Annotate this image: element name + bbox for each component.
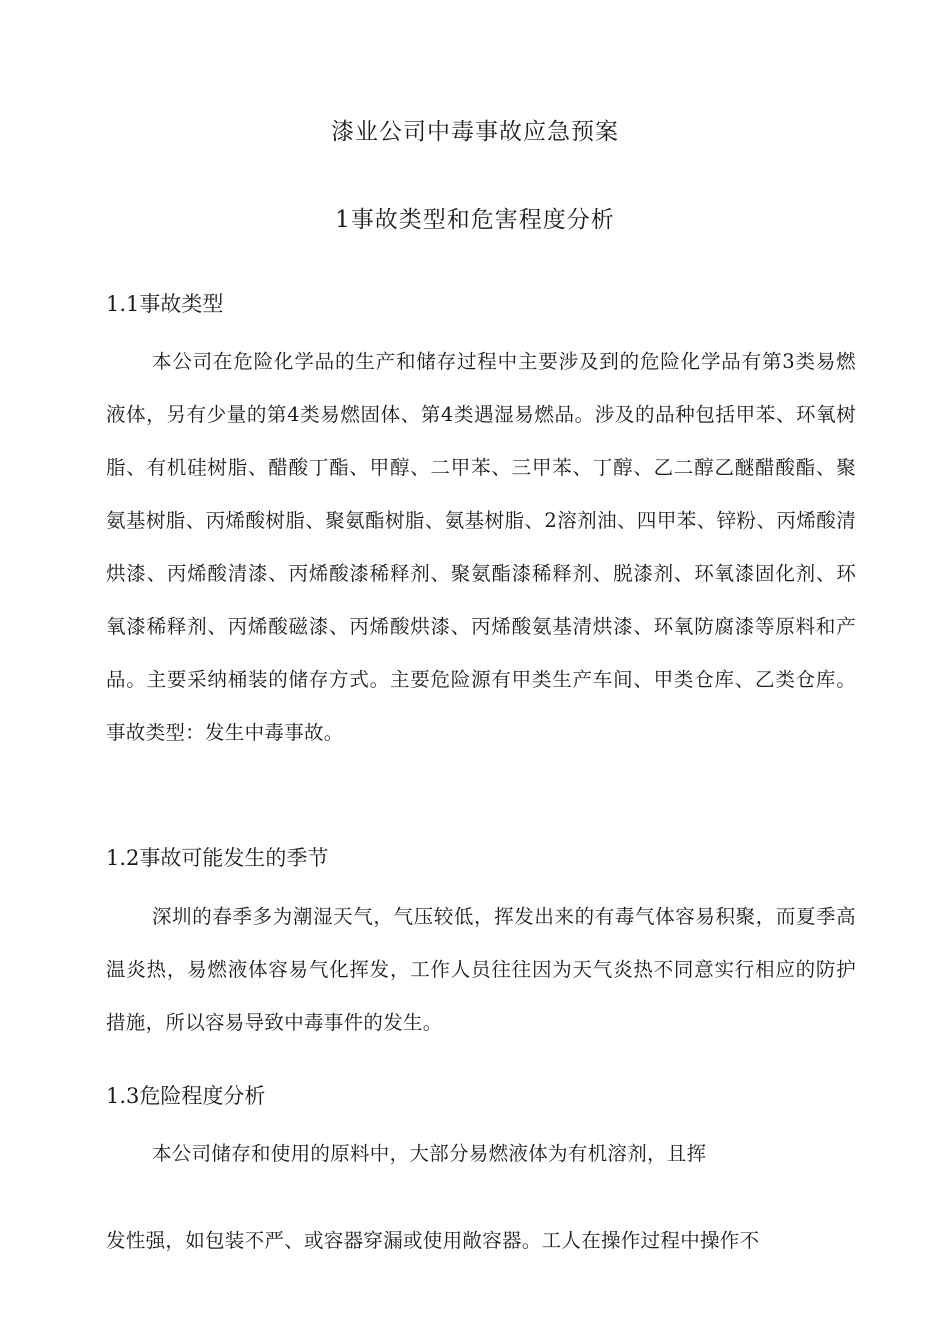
chapter-title: 1事故类型和危害程度分析 (335, 207, 615, 233)
section-paragraph-1-3-continuation: 发性强，如包装不严、或容器穿漏或使用敞容器。工人在操作过程中操作不 (106, 1229, 760, 1252)
section-heading-1-1: 1.1事故类型 (106, 292, 224, 316)
section-paragraph-1-3: 本公司储存和使用的原料中，大部分易燃液体为有机溶剂，且挥 (152, 1142, 707, 1165)
section-heading-1-3: 1.3危险程度分析 (106, 1084, 266, 1108)
section-paragraph-1-1: 本公司在危险化学品的生产和储存过程中主要涉及到的危险化学品有第3类易燃液体，另有少量的第4类易燃固体、第4类遇湿易燃品。涉及的品种包括甲苯、环氧树脂、有机硅树脂、醋酸丁酯、甲醇、二甲苯、三甲苯、丁醇、乙二醇乙醚醋酸酯、聚氨基树脂、丙烯酸树脂、聚氨酯树脂、氨基树脂、2溶剂油、四甲苯、锌粉、丙烯酸清烘漆、丙烯酸清漆、丙烯酸漆稀释剂、聚氨酯漆稀释剂、脱漆剂、环氧漆固化剂、环氧漆稀释剂、丙烯酸磁漆、丙烯酸烘漆、丙烯酸氨基清烘漆、环氧防腐漆等原料和产品。主要采纳桶装的储存方式。主要危险源有甲类生产车间、甲类仓库、乙类仓库。事故类型：发生中毒事故。 (106, 350, 856, 744)
section-paragraph-1-2: 深圳的春季多为潮湿天气，气压较低，挥发出来的有毒气体容易积聚，而夏季高温炎热，易燃液体容易气化挥发，工作人员往往因为天气炎热不同意实行相应的防护措施，所以容易导致中毒事件的发生。 (106, 905, 856, 1034)
document-title: 漆业公司中毒事故应急预案 (331, 119, 619, 145)
section-heading-1-2: 1.2事故可能发生的季节 (106, 846, 329, 870)
